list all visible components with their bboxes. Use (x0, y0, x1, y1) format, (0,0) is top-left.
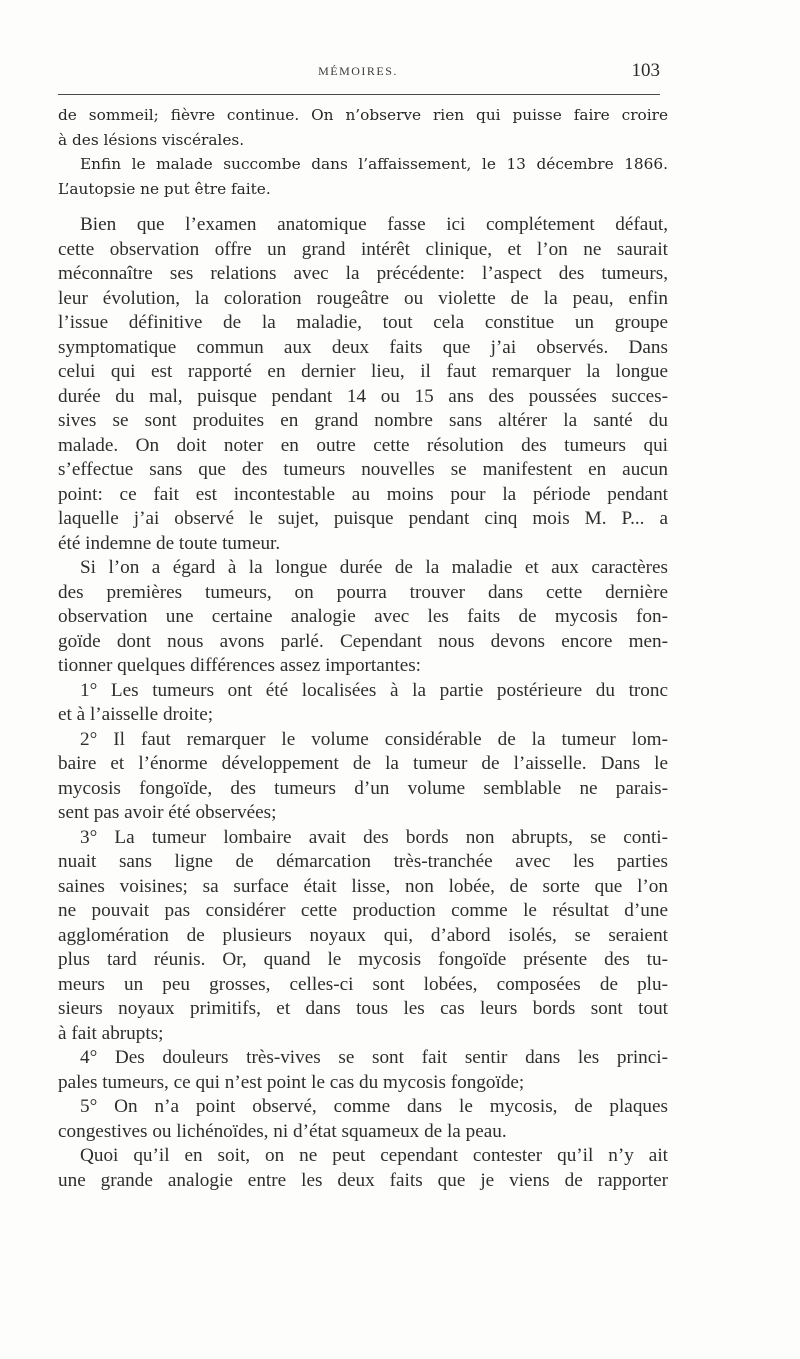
text-line: symptomatique commun aux deux faits que j’ai observés. Dans (58, 336, 668, 358)
header-rule (58, 94, 660, 95)
text-line: méconnaître ses relations avec la précédente: l’aspect des tumeurs, (58, 263, 668, 284)
text-line: 3° La tumeur lombaire avait des bords non abrupts, se conti- (80, 826, 668, 848)
text-line: une grande analogie entre les deux faits que je viens de rapporter (58, 1169, 668, 1191)
text-line: meurs un peu grosses, celles-ci sont lobées, composées de plu- (58, 973, 668, 995)
text-line: congestives ou lichénoïdes, ni d’état squameux de la peau. (58, 1120, 507, 1142)
page-number: 103 (631, 60, 660, 81)
text-line: 2° Il faut remarquer le volume considérable de la tumeur lom- (80, 728, 668, 750)
text-line: leur évolution, la coloration rougeâtre ou violette de la peau, enfin (58, 287, 668, 309)
text-line: cette observation offre un grand intérêt clinique, et l’on ne saurait (58, 238, 668, 260)
text-line: sives se sont produites en grand nombre sans altérer la santé du (58, 410, 668, 431)
text-line: point: ce fait est incontestable au moins pour la période pendant (58, 483, 668, 505)
text-line: et à l’aisselle droite; (58, 704, 214, 725)
running-title: MÉMOIRES. (318, 64, 398, 78)
text-line: observation une certaine analogie avec les faits de mycosis fon- (58, 606, 668, 627)
text-line: sieurs noyaux primitifs, et dans tous les cas leurs bords sont tout (58, 998, 668, 1019)
text-line: 1° Les tumeurs ont été localisées à la partie postérieure du tronc (80, 679, 668, 701)
text-line: 4° Des douleurs très-vives se sont fait sentir dans les princi- (80, 1047, 668, 1068)
text-line: tionner quelques différences assez importantes: (58, 655, 422, 676)
text-line: agglomération de plusieurs noyaux qui, d’abord isolés, se seraient (58, 924, 668, 946)
text-line: pales tumeurs, ce qui n’est point le cas du mycosis fongoïde; (58, 1071, 525, 1093)
paragraph-gap (58, 201, 668, 213)
text-line: celui qui est rapporté en dernier lieu, il faut remarquer la longue (58, 361, 668, 382)
text-block (58, 103, 668, 1193)
text-line: durée du mal, puisque pendant 14 ou 15 ans des poussées succes- (58, 385, 668, 407)
text-line: ne pouvait pas considérer cette production comme le résultat d’une (58, 900, 668, 921)
text-line: à fait abrupts; (58, 1022, 164, 1044)
text-line: des premières tumeurs, on pourra trouver dans cette dernière (58, 581, 668, 603)
running-head (58, 60, 658, 90)
text-line: plus tard réunis. Or, quand le mycosis fongoïde présente des tu- (58, 949, 668, 970)
text-line: à des lésions viscérales. (58, 130, 245, 149)
text-line: laquelle j’ai observé le sujet, puisque pendant cinq mois M. P... a (58, 508, 668, 529)
text-line: sent pas avoir été observées; (58, 802, 277, 823)
text-line: goïde dont nous avons parlé. Cependant nous devons encore men- (58, 630, 668, 652)
intro-paragraph (58, 103, 668, 201)
text-line: saines voisines; sa surface était lisse, non lobée, de sorte que l’on (58, 875, 668, 897)
text-line: s’effectue sans que des tumeurs nouvelles se manifestent en aucun (58, 459, 668, 480)
body-text (58, 213, 668, 1193)
text-line: l’issue définitive de la maladie, tout cela constitue un groupe (58, 312, 668, 333)
text-line: Quoi qu’il en soit, on ne peut cependant contester qu’il n’y ait (80, 1145, 668, 1166)
text-line: malade. On doit noter en outre cette résolution des tumeurs qui (58, 434, 668, 456)
text-line: Bien que l’examen anatomique fasse ici complétement défaut, (80, 214, 668, 235)
text-line: mycosis fongoïde, des tumeurs d’un volume semblable ne parais- (58, 777, 668, 799)
text-line: baire et l’énorme développement de la tumeur de l’aisselle. Dans le (58, 753, 668, 774)
text-line: L’autopsie ne put être faite. (58, 179, 271, 198)
text-line: Enfin le malade succombe dans l’affaissement, le 13 décembre 1866. (80, 155, 668, 173)
text-line: Si l’on a égard à la longue durée de la maladie et aux caractères (80, 557, 668, 578)
text-line: de sommeil; fièvre continue. On n’observe rien qui puisse faire croire (58, 106, 668, 124)
text-line: 5° On n’a point observé, comme dans le mycosis, de plaques (80, 1096, 668, 1117)
text-line: été indemne de toute tumeur. (58, 532, 281, 554)
text-line: nuait sans ligne de démarcation très-tranchée avec les parties (58, 851, 668, 872)
